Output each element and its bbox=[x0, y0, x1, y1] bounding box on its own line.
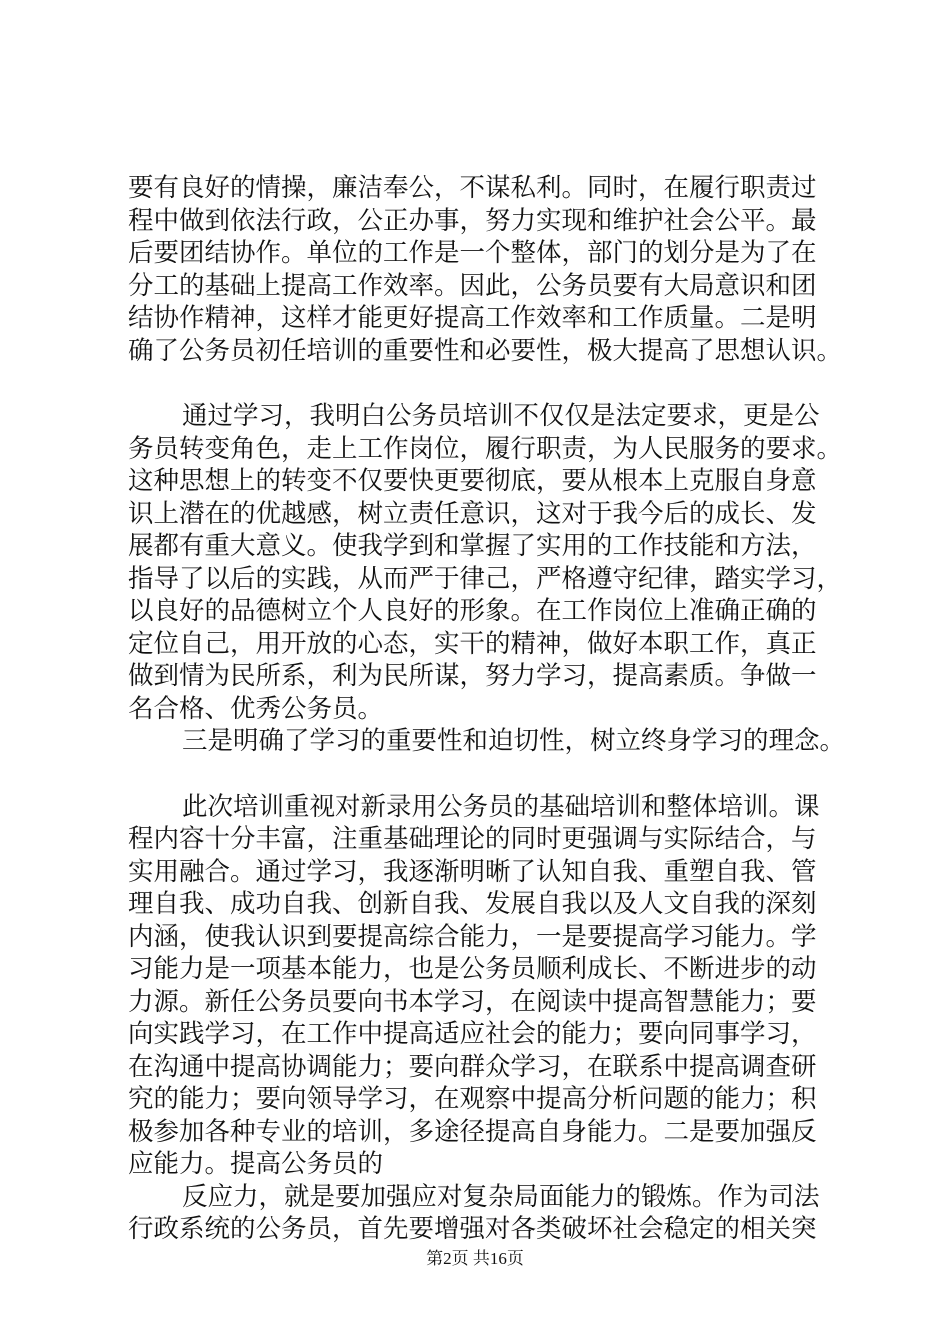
text-line: 指导了以后的实践，从而严于律己，严格遵守纪律，踏实学习， bbox=[128, 563, 843, 594]
page-footer bbox=[0, 1244, 950, 1269]
text-line: 程中做到依法行政，公正办事，努力实现和维护社会公平。最 bbox=[128, 205, 817, 236]
text-line: 行政系统的公务员，首先要增强对各类破坏社会稳定的相关突 bbox=[128, 1214, 817, 1244]
page-number: 第2页 共16页 bbox=[426, 1249, 524, 1268]
text-line: 此次培训重视对新录用公务员的基础培训和整体培训。课 bbox=[182, 791, 820, 822]
text-line: 极参加各种专业的培训，多途径提高自身能力。二是要加强反 bbox=[128, 1116, 817, 1147]
text-line: 应能力。提高公务员的 bbox=[128, 1149, 384, 1179]
text-line: 展都有重大意义。使我学到和掌握了实用的工作技能和方法， bbox=[128, 531, 817, 561]
text-line: 做到情为民所系，利为民所谋，努力学习，提高素质。争做一 bbox=[128, 661, 817, 691]
paragraph-4 bbox=[128, 791, 828, 1181]
text-line: 要有良好的情操，廉洁奉公，不谋私利。同时，在履行职责过 bbox=[128, 173, 817, 203]
text-line: 内涵，使我认识到要提高综合能力，一是要提高学习能力。学 bbox=[128, 921, 817, 952]
paragraph-1 bbox=[128, 172, 843, 367]
paragraph-5 bbox=[128, 1181, 828, 1246]
text-line: 后要团结协作。单位的工作是一个整体，部门的划分是为了在 bbox=[128, 238, 817, 268]
text-line: 分工的基础上提高工作效率。因此，公务员要有大局意识和团 bbox=[128, 270, 817, 301]
text-line: 习能力是一项基本能力，也是公务员顺利成长、不断进步的动 bbox=[128, 954, 817, 984]
text-line: 三是明确了学习的重要性和迫切性，树立终身学习的理念。 bbox=[182, 726, 846, 756]
text-line: 定位自己，用开放的心态，实干的精神，做好本职工作，真正 bbox=[128, 628, 817, 659]
text-line: 反应力，就是要加强应对复杂局面能力的锻炼。作为司法 bbox=[182, 1181, 820, 1212]
text-line: 结协作精神，这样才能更好提高工作效率和工作质量。二是明 bbox=[128, 303, 817, 333]
text-line: 识上潜在的优越感，树立责任意识，这对于我今后的成长、发 bbox=[128, 498, 817, 529]
text-line: 通过学习，我明白公务员培训不仅仅是法定要求，更是公 bbox=[182, 401, 820, 431]
text-line: 力源。新任公务员要向书本学习，在阅读中提高智慧能力；要 bbox=[128, 986, 817, 1017]
paragraph-3 bbox=[128, 725, 846, 758]
text-line: 确了公务员初任培训的重要性和必要性，极大提高了思想认识。 bbox=[128, 335, 843, 366]
paragraph-2 bbox=[128, 400, 843, 725]
text-line: 这种思想上的转变不仅要快更要彻底，要从根本上克服自身意 bbox=[128, 466, 817, 496]
text-line: 究的能力；要向领导学习，在观察中提高分析问题的能力；积 bbox=[128, 1084, 817, 1114]
text-line: 在沟通中提高协调能力；要向群众学习，在联系中提高调查研 bbox=[128, 1051, 817, 1082]
text-line: 名合格、优秀公务员。 bbox=[128, 693, 384, 724]
text-line: 实用融合。通过学习，我逐渐明晰了认知自我、重塑自我、管 bbox=[128, 856, 817, 887]
paragraph-gap bbox=[128, 367, 828, 400]
text-line: 理自我、成功自我、创新自我、发展自我以及人文自我的深刻 bbox=[128, 889, 817, 919]
text-line: 务员转变角色，走上工作岗位，履行职责，为人民服务的要求。 bbox=[128, 433, 843, 464]
text-line: 向实践学习，在工作中提高适应社会的能力；要向同事学习， bbox=[128, 1019, 817, 1049]
body-text bbox=[128, 172, 846, 1246]
text-line: 程内容十分丰富，注重基础理论的同时更强调与实际结合，与 bbox=[128, 824, 817, 854]
text-line: 以良好的品德树立个人良好的形象。在工作岗位上准确正确的 bbox=[128, 596, 817, 626]
paragraph-gap bbox=[128, 758, 828, 791]
